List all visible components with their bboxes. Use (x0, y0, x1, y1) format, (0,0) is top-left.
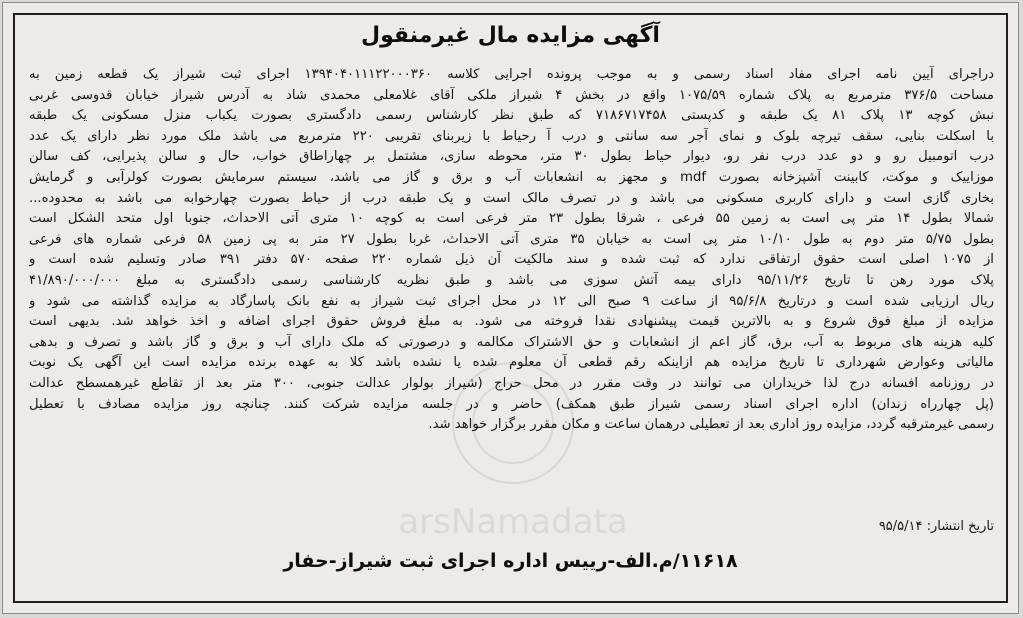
notice-line: شمالا بطول ۱۴ متر پی است به زمین ۵۵ فرعی ، شرقا بطول ۲۳ متر فرعی است به کوچه ۱۰ متری آتی الاحداث، جنوبا اول متحد الشکل است (29, 211, 994, 227)
notice-signature: ۱۱۶۱۸/م.الف-رییس اداره اجرای ثبت شیراز-حفار (283, 550, 738, 572)
notice-line: درب اتومبیل رو و دو عدد درب نفر رو، دیوار حیاط بطول ۳۰ متر، محوطه سازی، مشتمل بر چهاراطاق خواب، حال و سالن پذیرایی، کف سالن (29, 149, 994, 165)
notice-line: رسمی غیرمترقبه گردد، مزایده روز اداری بعد از تعطیلی درهمان ساعت و مکان مقرر برگزار خواهد شد. (428, 417, 994, 433)
notice-line: از ۱۰۷۵ اصلی است حقوق ارتفاقی ندارد که ثبت شده و سند مالکیت آن ذیل شماره ۲۲۰ صفحه ۵۷۰ دفتر ۳۹۱ صادر وتسلیم شده است و (29, 252, 994, 268)
newspaper-clipping (2, 2, 1019, 614)
notice-line: (پل چهارراه زندان) اداره اجرای اسناد رسمی شیراز طبق همکف) حاضر و در جلسه مزایده شرکت کنند. چنانچه روز مزایده مصادف با تعطیل (29, 396, 994, 412)
publish-date: تاریخ انتشار: ۹۵/۵/۱۴ (878, 519, 994, 534)
svg-text:arsNamadata: arsNamadata (398, 502, 628, 542)
notice-line: مزایده از مبلغ فوق شروع و به بالاترین قیمت پیشنهادی نقدا فروخته می شود. به مبلغ فروش حقوق اجرای اضافه و اخذ خواهد شد. بدیهی است (29, 314, 994, 330)
notice-line: با اسکلت بنایی، سقف تیرچه بلوک و نمای آجر سه سانتی و درب آ رحیاط با زیربنای تقریبی ۲۲۰ مترمربع می باشد ملک مورد نظر دارای یک عدد (29, 128, 994, 144)
notice-line: بخاری گازی است و دارای کاربری مسکونی می باشد و در تصرف مالک است و یک طبقه درب از حیاط بصورت چهارخوابه می باشد به محدوده... (29, 190, 994, 206)
notice-line: کلیه هزینه های مربوط به آب، برق، گاز اعم از انشعابات و حق الاشتراک مکالمه و درصورتی که ملک دارای آب و برق و گاز باشد و تصرف و بدهی (29, 334, 994, 350)
notice-line: مالیاتی وعوارض شهرداری تا تاریخ مزایده هم ازاینکه رقم قطعی آن معلوم شده یا نشده باشد کلا به عهده برنده مزایده است این آگهی یک نوبت (29, 355, 994, 371)
notice-line: در روزنامه افسانه درج لذا خریداران می توانند در وقت مقرر در محل حراج (شیراز بولوار عدالت جنوبی، ۳۰۰ متر بعد از تقاطع غیرهمسطح عدالت (29, 375, 994, 391)
notice-body (29, 65, 994, 436)
notice-line: موزاییک و موکت، کابینت آشپزخانه بصورت mdf و مجهز به انشعابات آب و برق و گاز می باشد، سیستم سرمایش بصورت کولرآبی و گرمایش (29, 169, 994, 185)
notice-line: مساحت ۳۷۶/۵ مترمربع به پلاک شماره ۱۰۷۵/۵۹ واقع در بخش ۴ شیراز ملکی آقای غلامعلی محمدی شاد به آدرس شیراز خیابان قدوسی غربی (29, 87, 994, 103)
notice-line: بطول ۵/۷۵ متر دوم به طول ۱۰/۱۰ متر پی است به خیابان ۳۵ متری آتی الاحداث، غربا بطول ۲۷ متر به پی زمین ۵۸ فرعی شماره های فرعی (29, 231, 994, 247)
notice-line: ریال ارزیابی شده است و درتاریخ ۹۵/۶/۸ از ساعت ۹ صبح الی ۱۲ در محل اجرای ثبت شیراز به نفع بانک پاسارگاد به مزایده گذاشته می شود و (29, 293, 994, 309)
notice-title: آگهی مزایده مال غیرمنقول (361, 23, 660, 48)
notice-line: پلاک مورد رهن تا تاریخ ۹۵/۱۱/۲۶ دارای بیمه آتش سوزی می باشد و طبق نظریه کارشناسی رسمی دادگستری به مبلغ ۴۱/۸۹۰/۰۰۰/۰۰۰ (29, 272, 994, 288)
notice-line: نبش کوچه ۱۳ پلاک ۸۱ یک طبقه و کدپستی ۷۱۸۶۷۱۷۴۵۸ که طبق نظر کارشناس رسمی دادگستری بصورت یکباب منزل مسکونی یک طبقه (29, 108, 994, 124)
notice-line: دراجرای آیین نامه اجرای مفاد اسناد رسمی و به موجب پرونده اجرایی کلاسه ۱۳۹۴۰۴۰۱۱۱۲۲۰۰۰۳۶۰ اجرای ثبت شیراز یک قطعه زمین به (29, 67, 994, 82)
